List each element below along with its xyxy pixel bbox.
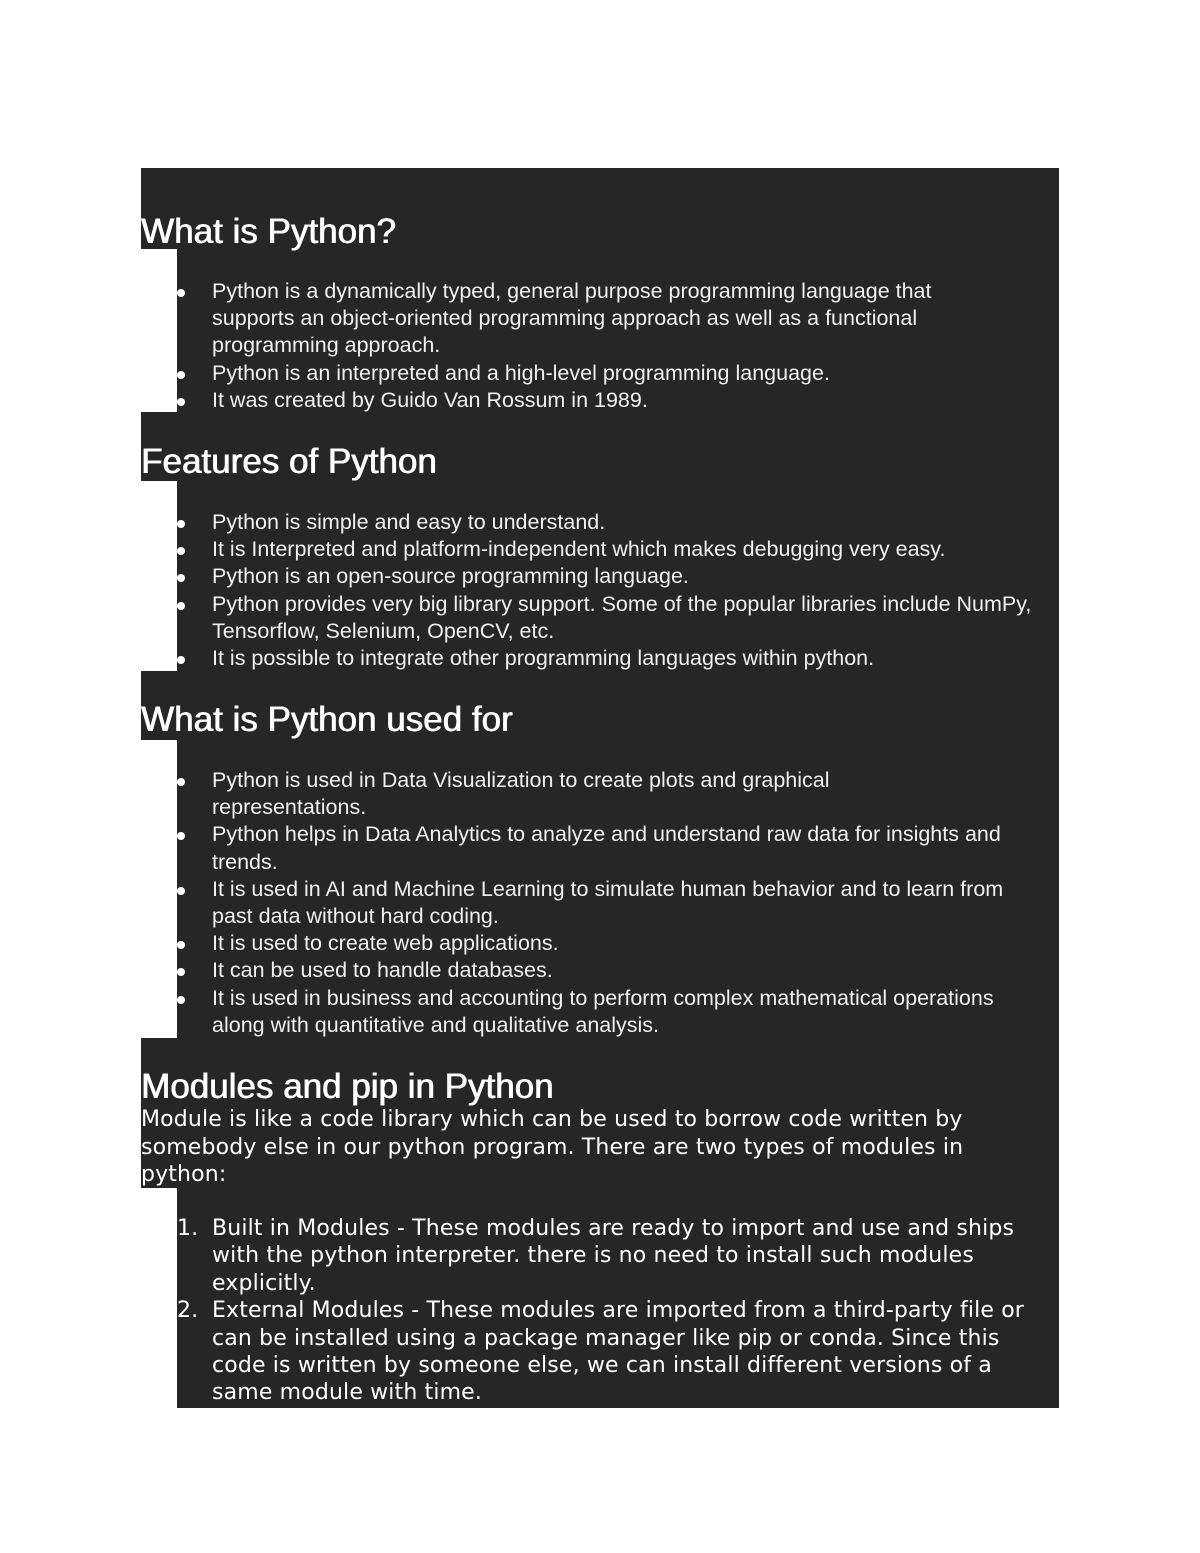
list-number: 1. [177, 1216, 199, 1241]
list-item [177, 1297, 1059, 1407]
list-item: Python is an open-source programming language. [177, 563, 1045, 590]
list-number: 2. [177, 1298, 199, 1324]
bullet-list-used-for [177, 767, 1045, 1039]
list-item: It is used to create web applications. [177, 930, 1045, 957]
list-item: Python helps in Data Analytics to analyze and understand raw data for insights and trends. [177, 821, 1045, 875]
list-item: It is used in AI and Machine Learning to simulate human behavior and to learn from past data without hard coding. [177, 876, 1045, 930]
list-item: It is Interpreted and platform-independent which makes debugging very easy. [177, 536, 1045, 563]
modules-paragraph: Module is like a code library which can be used to borrow code written by somebody else in our python program. There are two types of modules in python: [141, 1107, 964, 1188]
section-heading-features: Features of Python [141, 442, 437, 481]
list-item-text: External Modules - These modules are imported from a third-party file or can be installed using a package manager like pip or conda. Since this code is written by someone else, we can install different versions of a same module with time. [212, 1298, 1025, 1406]
list-item: It can be used to handle databases. [177, 957, 1045, 984]
list-item: Python is an interpreted and a high-level programming language. [177, 360, 1017, 387]
list-item [177, 1215, 1059, 1297]
list-item-text: Built in Modules - These modules are ready to import and use and ships with the python interpreter. there is no need to install such modules explicitly. [212, 1216, 1015, 1296]
list-item: Python is simple and easy to understand. [177, 509, 1045, 536]
list-item: It is used in business and accounting to perform complex mathematical operations along with quantitative and qualitative analysis. [177, 985, 1045, 1039]
list-item: Python is a dynamically typed, general purpose programming language that supports an object-oriented programming approach as well as a functional programming approach. [177, 278, 1017, 360]
list-item: Python provides very big library support. Some of the popular libraries include NumPy, Tensorflow, Selenium, OpenCV, etc. [177, 591, 1045, 645]
bullet-list-what-is-python [177, 278, 1017, 414]
section-heading-what-is-python: What is Python? [141, 212, 396, 251]
section-heading-used-for: What is Python used for [141, 700, 513, 739]
list-item: It is possible to integrate other programming languages within python. [177, 645, 1045, 672]
numbered-list-module-types [177, 1215, 1059, 1407]
list-item: Python is used in Data Visualization to create plots and graphical representations. [177, 767, 1045, 821]
bullet-list-features [177, 509, 1045, 672]
list-item: It was created by Guido Van Rossum in 1989. [177, 387, 1017, 414]
section-heading-modules: Modules and pip in Python [141, 1067, 554, 1106]
